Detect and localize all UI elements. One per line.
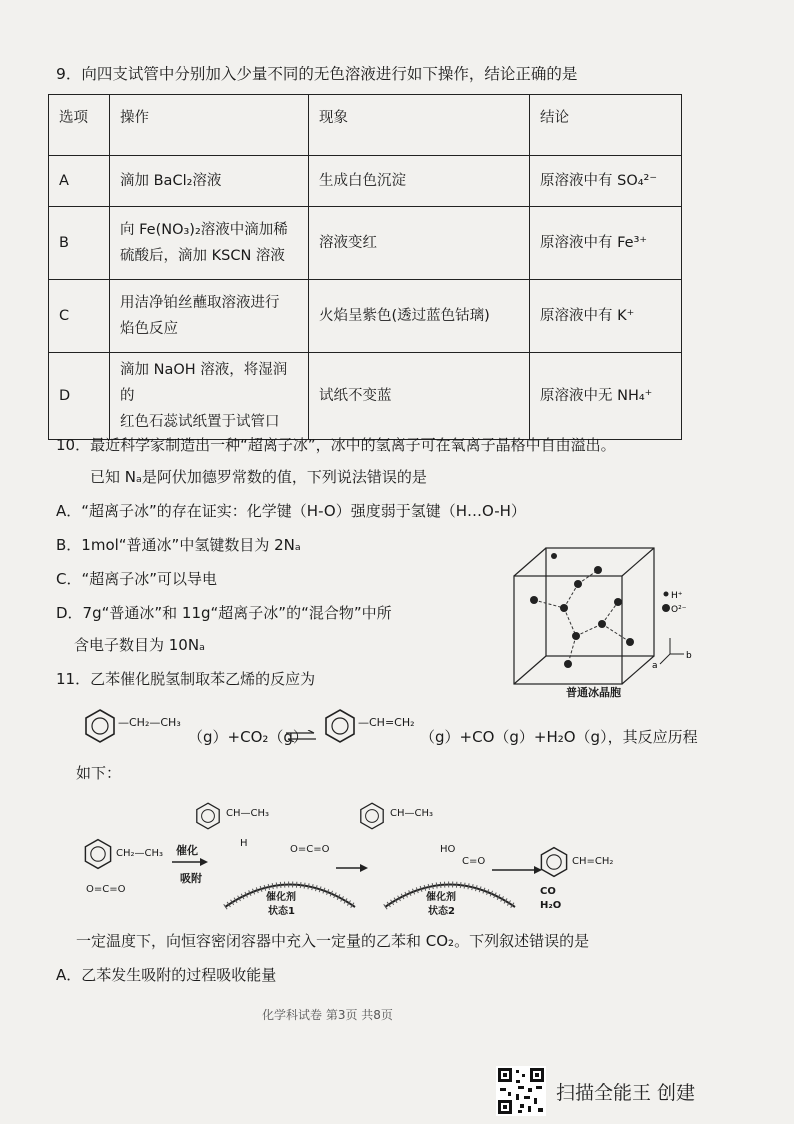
row-conclusion: 原溶液中无 NH₄⁺: [530, 353, 682, 440]
row-operation: [110, 207, 309, 280]
header-operation: 操作: [110, 95, 309, 156]
question-11-option-a: A．乙苯发生吸附的过程吸收能量: [56, 966, 277, 984]
operation-line: 滴加 NaOH 溶液，将湿润的: [120, 362, 288, 404]
header-option: 选项: [49, 95, 110, 156]
legend-h-label: H⁺: [671, 591, 683, 601]
question-10-title: 10．最近科学家制造出一种“超离子冰”，冰中的氢离子可在氧离子晶格中自由溢出。: [56, 436, 616, 454]
question-11-condition: 一定温度下，向恒容密闭容器中充入一定量的乙苯和 CO₂。下列叙述错误的是: [76, 932, 590, 950]
operation-line: 硫酸后，滴加 KSCN 溶液: [120, 248, 285, 264]
ethylbenzene-chain: CH₂—CH₃: [116, 848, 164, 859]
benzene-ring-icon: [320, 706, 360, 746]
reaction-mechanism: [80, 800, 720, 920]
benzene-ring-icon: [80, 706, 120, 746]
styrene-vinyl: CH=CH₂: [572, 856, 614, 867]
catalysis-label: 催化: [176, 844, 198, 857]
operation-line: 向 Fe(NO₃)₂溶液中滴加稀: [120, 222, 288, 238]
co2-molecule: O=C=O: [86, 884, 126, 895]
question-10-option-a: A．“超离子冰”的存在证实：化学键（H-O）强度弱于氢键（H…O-H）: [56, 502, 526, 520]
operation-line: 焰色反应: [120, 321, 178, 337]
row-phenomenon: 试纸不变蓝: [309, 353, 530, 440]
adsorption-label: 吸附: [180, 872, 202, 885]
arrow-right-icon: [334, 862, 370, 874]
legend-o-label: O²⁻: [671, 605, 687, 615]
arrow-right-icon: [170, 856, 210, 868]
question-10-option-b: B．1mol“普通冰”中氢键数目为 2Nₐ: [56, 536, 301, 554]
operation-line: 用洁净铂丝蘸取溶液进行: [120, 295, 280, 311]
hydrogen-atom: H: [240, 838, 248, 849]
benzene-ring-icon: [356, 800, 388, 832]
state-label-2: 状态2: [428, 906, 455, 917]
adsorbed-co2: O=C=O: [290, 844, 330, 855]
equilibrium-arrow-icon: [284, 730, 318, 742]
row-phenomenon: 生成白色沉淀: [309, 156, 530, 207]
carbonyl-group: C=O: [462, 856, 486, 867]
question-11-title: 11．乙苯催化脱氢制取苯乙烯的反应为: [56, 670, 316, 688]
row-conclusion: 原溶液中有 K⁺: [530, 280, 682, 353]
row-option: A: [49, 156, 110, 207]
header-conclusion: 结论: [530, 95, 682, 156]
row-phenomenon: 溶液变红: [309, 207, 530, 280]
operation-line: 红色石蕊试纸置于试管口: [120, 414, 280, 430]
header-phenomenon: 现象: [309, 95, 530, 156]
benzene-ring-icon: [80, 836, 116, 872]
catalyst-label-1: 催化剂: [266, 892, 296, 903]
row-option: B: [49, 207, 110, 280]
row-conclusion: 原溶液中有 Fe³⁺: [530, 207, 682, 280]
question-10-given: 已知 Nₐ是阿伏加德罗常数的值，下列说法错误的是: [90, 468, 427, 486]
question-10-option-d-line2: 含电子数目为 10Nₐ: [74, 636, 205, 654]
state-label-1: 状态1: [268, 906, 295, 917]
benzene-ring-icon: [536, 844, 572, 880]
table-header-row: [49, 95, 682, 156]
question-9-title: 9．向四支试管中分别加入少量不同的无色溶液进行如下操作，结论正确的是: [56, 65, 578, 83]
table-row: [49, 156, 682, 207]
reaction-equation: [80, 704, 720, 748]
catalyst-label-2: 催化剂: [426, 892, 456, 903]
question-10-option-c: C．“超离子冰”可以导电: [56, 570, 218, 588]
row-phenomenon: 火焰呈紫色(透过蓝色钴璃): [309, 280, 530, 353]
row-conclusion: 原溶液中有 SO₄²⁻: [530, 156, 682, 207]
page-footer: 化学科试卷 第3页 共8页: [262, 1008, 393, 1022]
row-option: D: [49, 353, 110, 440]
product-state: （g）+CO（g）+H₂O（g），其反应历程: [420, 728, 698, 746]
row-option: C: [49, 280, 110, 353]
table-row: [49, 353, 682, 440]
question-9-table: [48, 94, 682, 440]
reactant-state: （g）+CO₂（g）: [188, 728, 308, 746]
question-10-option-d-line1: D．7g“普通冰”和 11g“超离子冰”的“混合物”中所: [56, 604, 392, 622]
row-operation: [110, 280, 309, 353]
operation-line: 滴加 BaCl₂溶液: [120, 173, 222, 189]
water-product: H₂O: [540, 900, 562, 911]
qr-code-icon: [496, 1066, 546, 1116]
co-product: CO: [540, 886, 556, 897]
hydroxyl-group: HO: [440, 844, 456, 855]
benzene-ring-icon: [192, 800, 224, 832]
adsorbed-chain-2: CH—CH₃: [390, 808, 434, 819]
figure-caption: 普通冰晶胞: [566, 686, 621, 699]
table-row: [49, 207, 682, 280]
vinyl-group: —CH=CH₂: [358, 716, 415, 729]
ethyl-group: —CH₂—CH₃: [118, 716, 181, 729]
axis-b-label: b: [686, 651, 692, 661]
scanner-brand: 扫描全能王 创建: [556, 1082, 696, 1104]
axis-a-label: a: [652, 661, 658, 671]
row-operation: [110, 156, 309, 207]
mechanism-intro: 如下：: [76, 764, 122, 782]
adsorbed-chain: CH—CH₃: [226, 808, 270, 819]
table-row: [49, 280, 682, 353]
row-operation: [110, 353, 309, 440]
